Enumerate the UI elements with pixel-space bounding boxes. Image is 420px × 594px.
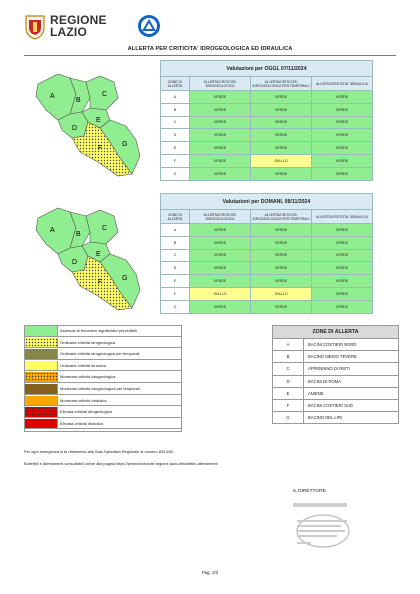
zone-cell: F (161, 287, 190, 300)
zones-rows (273, 339, 399, 424)
alert-level-cell: VERDE (251, 249, 312, 262)
alert-level-cell: VERDE (312, 275, 373, 288)
alert-level-cell: VERDE (190, 116, 251, 129)
table-row (273, 399, 399, 411)
map-tomorrow (28, 200, 152, 318)
alert-level-cell: VERDE (251, 116, 312, 129)
col-idrogeologica: ALLERTA/CRITICITA' IDROGEOLOGICA (190, 77, 251, 91)
legend-swatch (25, 326, 58, 336)
col-idraulica: ALLERTA/CRITICITA' IDRAULICA (312, 77, 373, 91)
table-row (161, 262, 373, 275)
zone-cell: G (161, 167, 190, 180)
alert-level-cell: VERDE (251, 91, 312, 104)
legend-swatch (25, 407, 58, 417)
zone-cell: B (161, 236, 190, 249)
today-heading: Valutazioni per OGGI, 07/11/2024 (161, 61, 373, 77)
map-label-e: E (96, 117, 101, 124)
legend-label: Elevata criticità idrogeologica (60, 409, 112, 415)
alert-level-cell: VERDE (190, 262, 251, 275)
table-row (161, 116, 373, 129)
zone-name: APPENNINO DI RIETI (304, 363, 399, 375)
table-row (161, 249, 373, 262)
col-temporali: ALLERTA/CRITICITA' IDROGEOLOGICA PER TEMPORALI (251, 210, 312, 224)
table-row (273, 339, 399, 351)
alert-level-cell: VERDE (251, 224, 312, 237)
table-row (161, 300, 373, 313)
alert-level-cell: GIALLO (190, 287, 251, 300)
legend-label: Moderata criticità idraulica (60, 397, 107, 403)
map-label-b: B (76, 97, 81, 104)
zone-letter: F (273, 399, 304, 411)
legend-label: Ordinaria criticità idraulica (60, 362, 107, 368)
alert-level-cell: VERDE (251, 300, 312, 313)
col-idrogeologica: ALLERTA/CRITICITA' IDROGEOLOGICA (190, 210, 251, 224)
map-label-f: F (98, 145, 103, 152)
legend-swatch (25, 419, 58, 429)
table-row (273, 363, 399, 375)
alert-level-cell: VERDE (312, 91, 373, 104)
zones-heading: ZONE DI ALLERTA (273, 326, 399, 339)
legend-label: Moderata criticità idrogeologica (60, 374, 116, 380)
map-label-d: D (72, 125, 78, 132)
table-row (161, 103, 373, 116)
legend-item (25, 419, 181, 430)
digital-signature-stamp (293, 512, 353, 550)
map-label-b: B (76, 231, 81, 238)
legend-label: Ordinaria criticità idrogeologica per temporali (60, 351, 140, 357)
region-name: REGIONE LAZIO (50, 13, 107, 39)
legend-item (25, 396, 181, 407)
legend-swatch (25, 349, 58, 359)
zone-cell: C (161, 249, 190, 262)
alert-level-cell: VERDE (190, 275, 251, 288)
alert-level-cell: VERDE (312, 167, 373, 180)
zone-name: ANIENE (304, 387, 399, 399)
page-number: Pag. 2/3 (201, 570, 219, 575)
legend-item (25, 372, 181, 383)
zone-cell: B (161, 103, 190, 116)
map-label-c: C (102, 225, 108, 232)
zone-letter: C (273, 363, 304, 375)
alert-level-cell: GIALLO (251, 287, 312, 300)
map-label-c: C (102, 91, 108, 98)
legend-swatch (25, 338, 58, 348)
alert-level-cell: VERDE (251, 129, 312, 142)
alert-level-cell: VERDE (312, 224, 373, 237)
page-title: ALLERTA PER CRITICITA' IDROGEOLOGICA ED IDRAULICA (127, 46, 293, 52)
alert-level-cell: VERDE (190, 249, 251, 262)
legend-label: Ordinaria criticità idrogeologica (60, 339, 115, 345)
map-label-f: F (98, 279, 103, 286)
today-table (160, 60, 373, 181)
alert-level-cell: VERDE (190, 154, 251, 167)
map-today (28, 66, 152, 184)
zone-letter: G (273, 412, 304, 424)
alert-level-cell: VERDE (251, 103, 312, 116)
map-label-a: A (50, 93, 55, 100)
zone-name: BACINI COSTIERI SUD (304, 399, 399, 411)
zone-cell: F (161, 154, 190, 167)
table-row (273, 351, 399, 363)
tomorrow-heading: Valutazioni per DOMANI, 08/11/2024 (161, 194, 373, 210)
legend-item (25, 349, 181, 360)
alert-level-cell: VERDE (190, 103, 251, 116)
alert-level-cell: VERDE (312, 300, 373, 313)
col-zone: ZONE DI ALLERTA (161, 77, 190, 91)
table-row (273, 387, 399, 399)
col-idraulica: ALLERTA/CRITICITA' IDRAULICA (312, 210, 373, 224)
alert-level-cell: VERDE (312, 116, 373, 129)
table-row (161, 236, 373, 249)
legend-swatch (25, 361, 58, 371)
zone-name: BACINI COSTIERI NORD (304, 339, 399, 351)
alert-level-cell: VERDE (312, 236, 373, 249)
zone-name: BACINI DI ROMA (304, 375, 399, 387)
zone-cell: D (161, 129, 190, 142)
zone-name: BACINO MEDIO TEVERE (304, 351, 399, 363)
map-label-g: G (122, 275, 128, 282)
legend-label: Elevata criticità idraulica (60, 420, 103, 426)
legend-swatch (25, 396, 58, 406)
zone-cell: G (161, 300, 190, 313)
zone-name: BACINO DEL LIRI (304, 412, 399, 424)
alert-level-cell: VERDE (190, 167, 251, 180)
legend-item (25, 326, 181, 337)
title-divider (24, 55, 396, 56)
zone-cell: A (161, 224, 190, 237)
table-row (161, 91, 373, 104)
map-label-a: A (50, 227, 55, 234)
alert-level-cell: VERDE (312, 142, 373, 155)
alert-level-cell: VERDE (251, 236, 312, 249)
map-label-g: G (122, 141, 128, 148)
legend-label: Moderata criticità idrogeologica per temporali (60, 386, 140, 391)
alert-level-cell: VERDE (251, 142, 312, 155)
alert-level-cell: VERDE (312, 154, 373, 167)
alert-level-cell: VERDE (312, 262, 373, 275)
today-rows (161, 91, 373, 181)
alert-level-cell: VERDE (190, 129, 251, 142)
map-label-e: E (96, 251, 101, 258)
zone-cell: C (161, 116, 190, 129)
zone-letter: B (273, 351, 304, 363)
alert-level-cell: VERDE (312, 249, 373, 262)
legend-item (25, 407, 181, 418)
alert-level-cell: VERDE (312, 103, 373, 116)
alert-level-cell: VERDE (190, 224, 251, 237)
legend-item (25, 384, 181, 395)
tomorrow-rows (161, 224, 373, 314)
table-row (161, 287, 373, 300)
legend-swatch (25, 372, 58, 382)
legend-label: Assenza di fenomeni significativi prevedibili (60, 328, 137, 333)
alert-level-cell: VERDE (190, 91, 251, 104)
alert-level-cell: VERDE (312, 129, 373, 142)
zone-cell: E (161, 142, 190, 155)
alert-level-cell: VERDE (251, 167, 312, 180)
table-row (161, 142, 373, 155)
zone-cell: A (161, 91, 190, 104)
map-label-d: D (72, 259, 78, 266)
signer-name-scribble (293, 501, 363, 509)
legend-item (25, 338, 181, 349)
region-logo (24, 14, 144, 44)
table-row (161, 154, 373, 167)
col-temporali: ALLERTA/CRITICITA' IDROGEOLOGICA PER TEMPORALI (251, 77, 312, 91)
zone-letter: A (273, 339, 304, 351)
alert-level-cell: VERDE (190, 142, 251, 155)
zone-cell: E (161, 275, 190, 288)
online-note[interactable]: Bollettini e Allertamenti consultabili online alla pagina https://protezionecivile.regione.lazio.it/bollettini-allertamenti (24, 461, 218, 466)
alert-level-cell: VERDE (190, 236, 251, 249)
table-row (161, 167, 373, 180)
alert-level-cell: GIALLO (251, 154, 312, 167)
alert-level-cell: VERDE (312, 287, 373, 300)
legend-item (25, 361, 181, 372)
alert-level-cell: VERDE (190, 300, 251, 313)
table-row (161, 275, 373, 288)
col-zone: ZONE DI ALLERTA (161, 210, 190, 224)
zones-table (272, 325, 399, 424)
zone-letter: E (273, 387, 304, 399)
zone-cell: D (161, 262, 190, 275)
civil-protection-icon (137, 14, 161, 38)
zone-letter: D (273, 375, 304, 387)
legend (24, 325, 182, 432)
tomorrow-table (160, 193, 373, 314)
coat-of-arms-icon (24, 14, 46, 40)
table-row (273, 412, 399, 424)
director-title: IL DIRETTORE (293, 489, 326, 494)
emergency-note: Per ogni emergenza si fa riferimento alla Sala Operativa Regionale al numero 803.555. (24, 449, 174, 454)
alert-level-cell: VERDE (251, 275, 312, 288)
table-row (161, 224, 373, 237)
legend-swatch (25, 384, 58, 394)
table-row (161, 129, 373, 142)
alert-level-cell: VERDE (251, 262, 312, 275)
table-row (273, 375, 399, 387)
